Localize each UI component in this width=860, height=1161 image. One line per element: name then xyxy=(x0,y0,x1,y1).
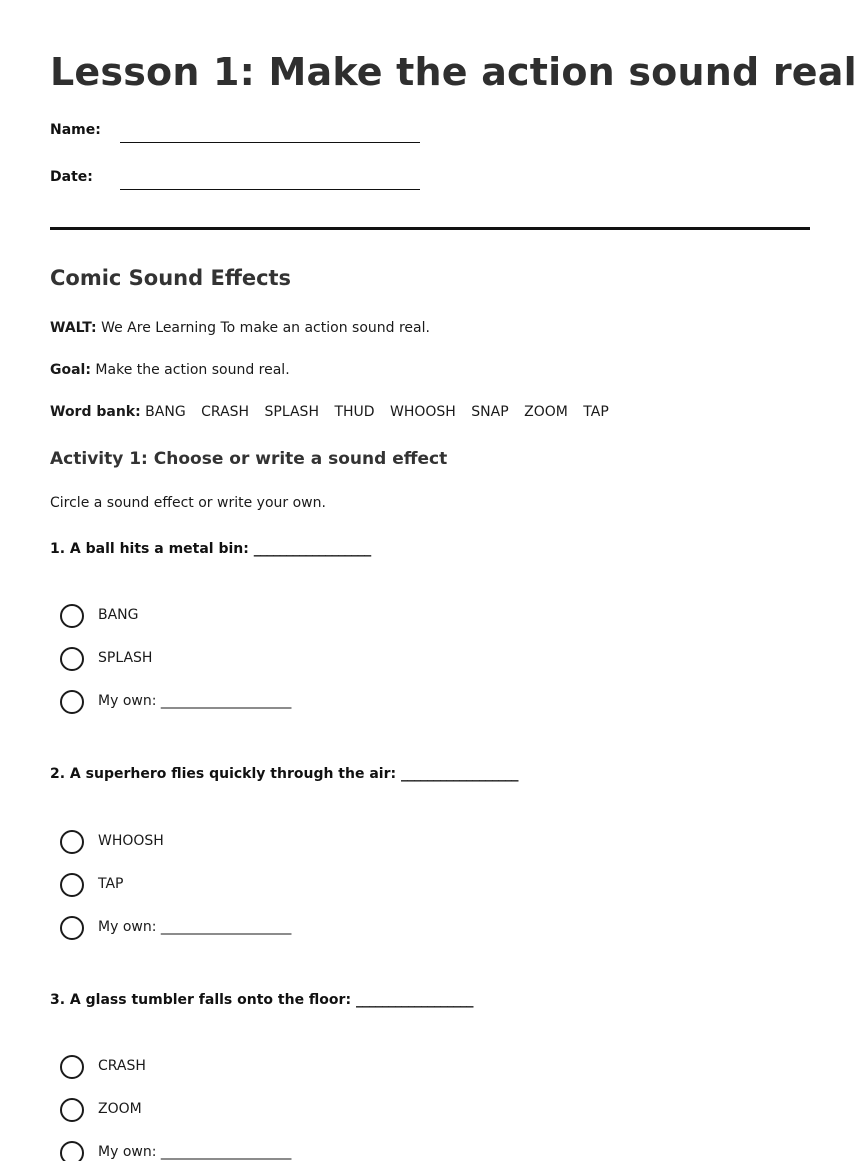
answer-blank[interactable]: __________________ xyxy=(253,541,371,557)
word-bank-word: SNAP xyxy=(471,404,509,420)
section-title: Comic Sound Effects xyxy=(50,266,292,290)
question-prompt: 3. A glass tumbler falls onto the floor: xyxy=(50,992,352,1008)
question-3 xyxy=(50,992,473,1008)
my-own-blank[interactable]: ____________________ xyxy=(160,919,291,935)
option-zoom[interactable] xyxy=(60,1097,460,1123)
walt-line xyxy=(50,320,430,336)
my-own-blank[interactable]: ____________________ xyxy=(160,693,291,709)
question-2 xyxy=(50,766,518,782)
page-title: Lesson 1: Make the action sound real xyxy=(50,50,857,94)
option-label: CRASH xyxy=(98,1058,146,1074)
option-whoosh[interactable] xyxy=(60,829,460,855)
word-bank-word: SPLASH xyxy=(264,404,319,420)
question-prompt: 2. A superhero flies quickly through the air: xyxy=(50,766,397,782)
option-splash[interactable] xyxy=(60,646,460,672)
activity-instruction: Circle a sound effect or write your own. xyxy=(50,495,326,511)
my-own-label: My own: xyxy=(98,693,157,709)
option-tap[interactable] xyxy=(60,872,460,898)
radio-circle-icon[interactable] xyxy=(60,647,84,671)
option-label xyxy=(98,1144,291,1160)
option-my-own[interactable] xyxy=(60,689,460,715)
radio-circle-icon[interactable] xyxy=(60,1141,84,1161)
header-divider xyxy=(50,227,810,230)
date-input-line[interactable] xyxy=(120,189,420,190)
my-own-label: My own: xyxy=(98,1144,157,1160)
radio-circle-icon[interactable] xyxy=(60,604,84,628)
radio-circle-icon[interactable] xyxy=(60,830,84,854)
option-label: TAP xyxy=(98,876,124,892)
question-prompt: 1. A ball hits a metal bin: xyxy=(50,541,249,557)
goal-text: Make the action sound real. xyxy=(95,362,290,378)
radio-circle-icon[interactable] xyxy=(60,1098,84,1122)
my-own-blank[interactable]: ____________________ xyxy=(160,1144,291,1160)
option-label: BANG xyxy=(98,607,139,623)
activity-title: Activity 1: Choose or write a sound effect xyxy=(50,449,448,469)
name-field xyxy=(50,122,450,148)
word-bank-label: Word bank: xyxy=(50,404,141,420)
date-label: Date: xyxy=(50,169,93,185)
name-label: Name: xyxy=(50,122,101,138)
option-label: WHOOSH xyxy=(98,833,164,849)
date-field xyxy=(50,169,450,195)
word-bank-word: BANG xyxy=(145,404,186,420)
my-own-label: My own: xyxy=(98,919,157,935)
goal-label: Goal: xyxy=(50,362,91,378)
word-bank-word: THUD xyxy=(334,404,375,420)
radio-circle-icon[interactable] xyxy=(60,1055,84,1079)
radio-circle-icon[interactable] xyxy=(60,916,84,940)
word-bank-word: WHOOSH xyxy=(390,404,456,420)
question-1 xyxy=(50,541,371,557)
option-label: SPLASH xyxy=(98,650,153,666)
word-bank-word: TAP xyxy=(583,404,609,420)
walt-label: WALT: xyxy=(50,320,97,336)
option-label xyxy=(98,693,291,709)
option-bang[interactable] xyxy=(60,603,460,629)
answer-blank[interactable]: __________________ xyxy=(355,992,473,1008)
option-label xyxy=(98,919,291,935)
word-bank-word: CRASH xyxy=(201,404,250,420)
radio-circle-icon[interactable] xyxy=(60,690,84,714)
walt-text: We Are Learning To make an action sound real. xyxy=(101,320,430,336)
option-crash[interactable] xyxy=(60,1054,460,1080)
option-my-own[interactable] xyxy=(60,915,460,941)
word-bank xyxy=(50,404,620,420)
name-input-line[interactable] xyxy=(120,142,420,143)
word-bank-word: ZOOM xyxy=(524,404,568,420)
option-label: ZOOM xyxy=(98,1101,142,1117)
radio-circle-icon[interactable] xyxy=(60,873,84,897)
goal-line xyxy=(50,362,290,378)
option-my-own[interactable] xyxy=(60,1140,460,1161)
answer-blank[interactable]: __________________ xyxy=(400,766,518,782)
